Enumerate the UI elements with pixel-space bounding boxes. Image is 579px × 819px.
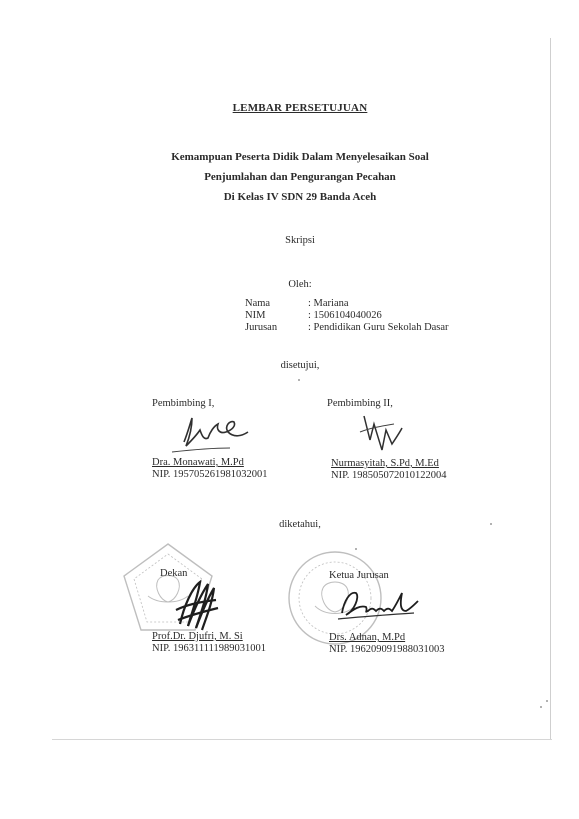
advisor-1-name: Dra. Monawati, M.Pd — [152, 457, 244, 468]
advisor-2-nip: NIP. 198505072010122004 — [331, 470, 447, 481]
thesis-title-line-3: Di Kelas IV SDN 29 Banda Aceh — [223, 191, 377, 203]
author-name-value: : Mariana — [308, 298, 349, 309]
dean-name: Prof.Dr. Djufri, M. Si — [152, 631, 243, 642]
scan-speck — [540, 706, 542, 708]
author-nim-value: : 1506104040026 — [308, 310, 382, 321]
scan-speck — [490, 523, 492, 525]
scan-speck — [546, 700, 548, 702]
advisor-2-role: Pembimbing II, — [327, 398, 393, 409]
approved-label: disetujui, — [280, 360, 320, 371]
author-department-label: Jurusan — [245, 322, 278, 333]
by-label: Oleh: — [288, 279, 312, 290]
page-heading: LEMBAR PERSETUJUAN — [232, 102, 368, 114]
document-type: Skripsi — [285, 235, 315, 246]
author-nim-label: NIM — [245, 310, 266, 321]
head-of-department-name: Drs. Adnan, M.Pd — [329, 632, 406, 643]
head-of-department-signature — [334, 583, 424, 623]
head-of-department-role: Ketua Jurusan — [329, 570, 389, 581]
scan-speck — [298, 379, 300, 381]
advisor-1-signature — [170, 412, 260, 460]
page-edge-right — [550, 38, 551, 740]
dean-signature — [170, 576, 230, 634]
thesis-title-line-1: Kemampuan Peserta Didik Dalam Menyelesaikan Soal — [171, 151, 429, 163]
head-of-department-nip: NIP. 196209091988031003 — [329, 644, 445, 655]
thesis-title-line-2: Penjumlahan dan Pengurangan Pecahan — [204, 171, 396, 183]
advisor-1-nip: NIP. 195705261981032001 — [152, 469, 268, 480]
advisor-2-name: Nurmasyitah, S.Pd, M.Ed — [331, 458, 439, 469]
page-edge-bottom — [52, 739, 552, 740]
dean-role: Dekan — [160, 568, 188, 579]
author-department-value: : Pendidikan Guru Sekolah Dasar — [308, 322, 449, 333]
advisor-2-signature — [352, 410, 412, 460]
advisor-1-role: Pembimbing I, — [152, 398, 215, 409]
dean-nip: NIP. 196311111989031001 — [152, 643, 266, 654]
scan-speck — [355, 548, 357, 550]
author-name-label: Nama — [245, 298, 271, 309]
acknowledged-label: diketahui, — [279, 519, 321, 530]
